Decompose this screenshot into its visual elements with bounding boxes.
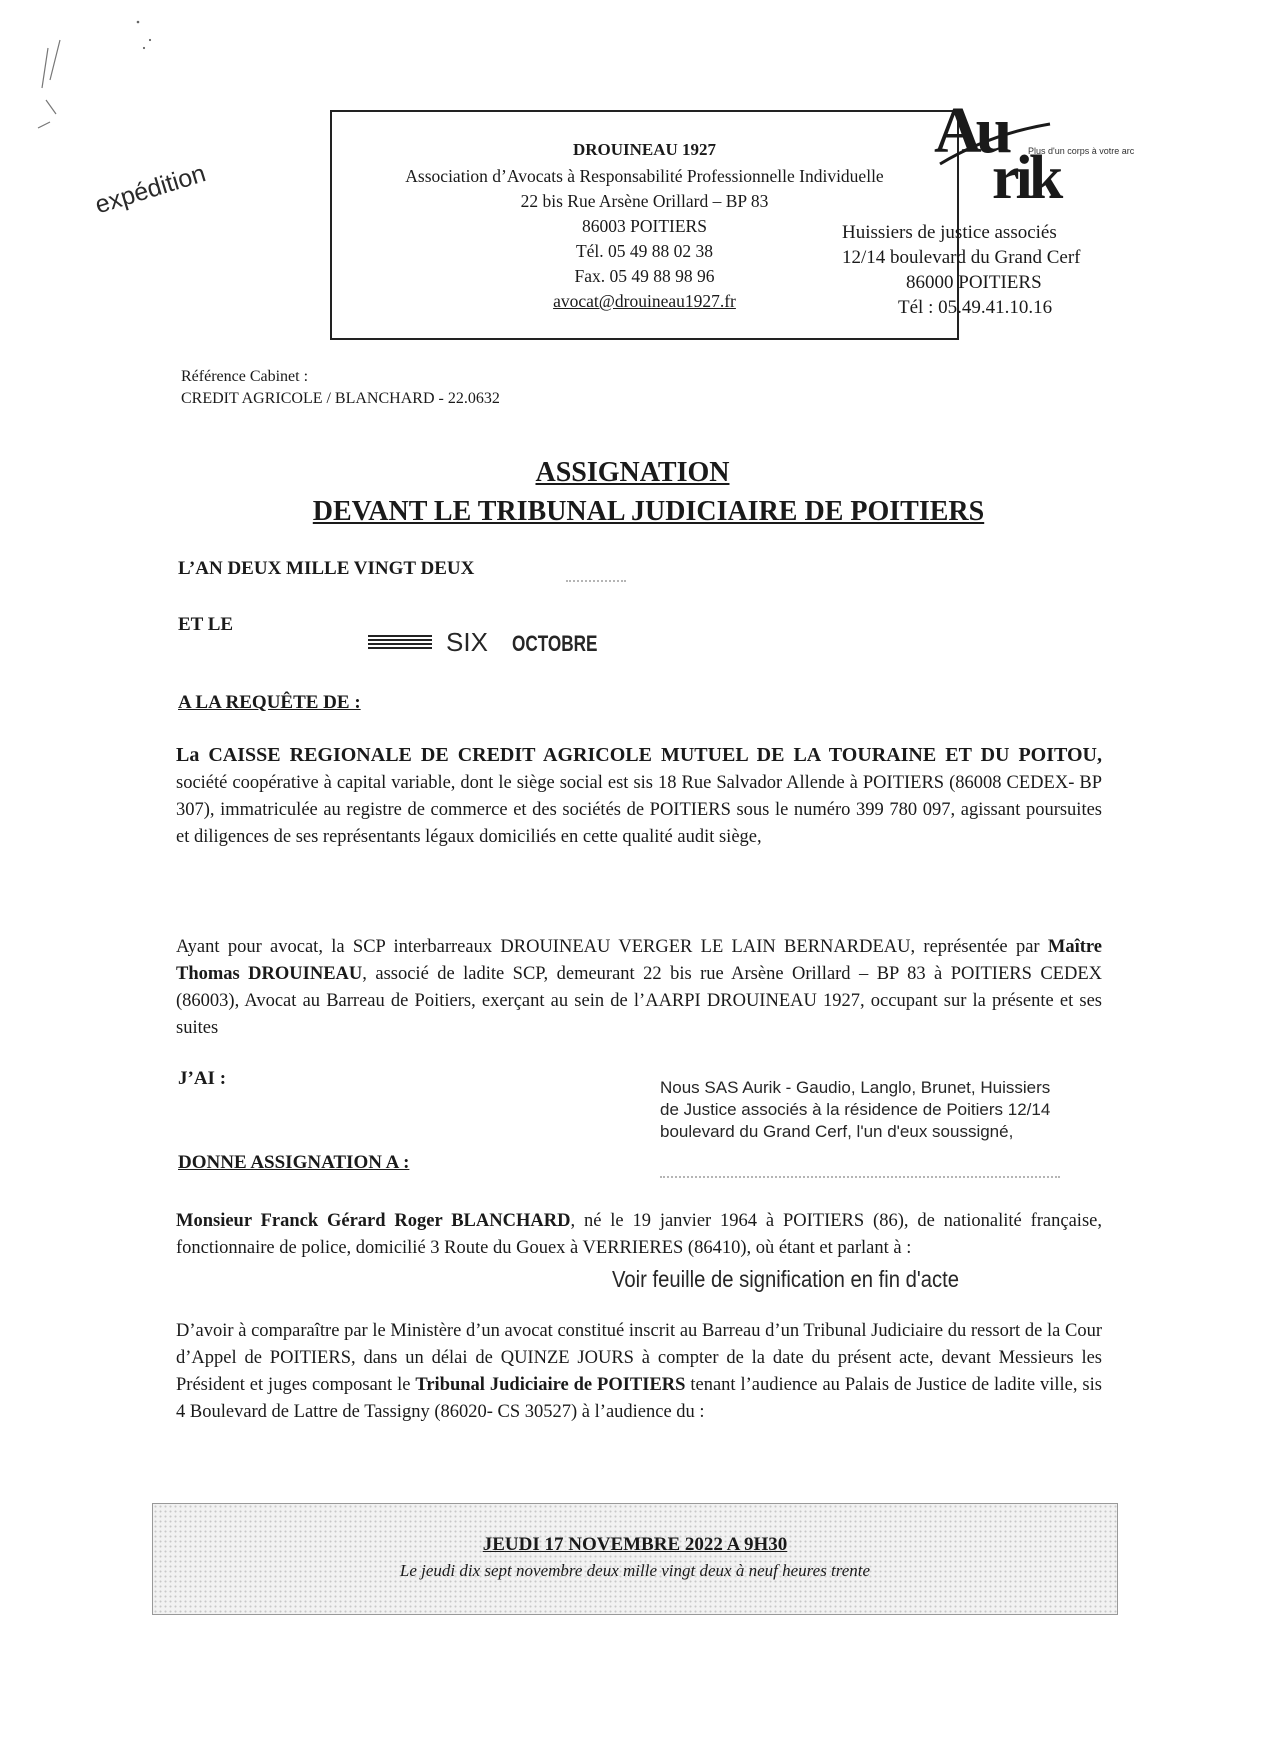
aurik-tagline: Plus d'un corps à votre arc <box>1028 146 1135 156</box>
year-line: L’AN DEUX MILLE VINGT DEUX <box>178 558 475 579</box>
firm-name: DROUINEAU 1927 <box>572 140 717 159</box>
audience-box <box>152 1503 1118 1615</box>
defendeur-details: , né le 19 janvier 1964 à POITIERS (86), de nationalité française, fonctionnaire de police, domicilié 3 Route du Gouex à VERRIERES (86410), où étant et parlant à : <box>176 1211 1102 1258</box>
huissier-stamp-line-2: de Justice associés à la résidence de Poitiers 12/14 <box>660 1100 1051 1119</box>
firm-tel: Tél. 05 49 88 02 38 <box>575 241 714 261</box>
firm-association: Association d’Avocats à Responsabilité Professionnelle Individuelle <box>405 166 884 186</box>
huissier-line-2: 12/14 boulevard du Grand Cerf <box>842 247 1081 268</box>
svg-text:Au: Au <box>934 94 1007 167</box>
dotted-line <box>566 580 626 582</box>
firm-email: avocat@drouineau1927.fr <box>553 291 736 311</box>
huissier-line-4: Tél : 05.49.41.10.16 <box>898 297 1053 318</box>
tribunal-name: Tribunal Judiciaire de POITIERS <box>415 1375 686 1395</box>
firm-fax: Fax. 05 49 88 98 96 <box>574 266 715 286</box>
svg-text:rik: rik <box>992 144 1060 212</box>
requete-label: A LA REQUÊTE DE : <box>178 692 361 713</box>
donne-label: DONNE ASSIGNATION A : <box>178 1152 410 1173</box>
scan-marks <box>20 10 160 140</box>
dotted-line <box>660 1176 1060 1178</box>
expedition-stamp: expédition <box>91 159 209 220</box>
defendeur-paragraph <box>176 1208 1102 1262</box>
struck-text <box>368 633 432 649</box>
requerant-details: société coopérative à capital variable, dont le siège social est sis 18 Rue Salvador Allende à POITIERS (86008 CEDEX- BP 307), immatriculée au registre de commerce et des sociétés de POITIERS sous le numéro 399 780 097, agissant poursuites et diligences de ses représentants légaux domiciliés en cette qualité audit siège, <box>176 773 1102 847</box>
avocat-name: Maître Thomas DROUINEAU <box>176 937 1102 984</box>
firm-address-1: 22 bis Rue Arsène Orillard – BP 83 <box>520 191 769 211</box>
reference-label: Référence Cabinet : <box>181 368 309 385</box>
reference-value: CREDIT AGRICOLE / BLANCHARD - 22.0632 <box>181 390 500 407</box>
aurik-logo <box>930 94 1135 212</box>
requerant-paragraph <box>176 742 1102 851</box>
jai-label: J’AI : <box>178 1068 227 1089</box>
firm-address-2: 86003 POITIERS <box>582 216 707 236</box>
signification-stamp: Voir feuille de signification en fin d'acte <box>612 1266 960 1292</box>
huissier-line-3: 86000 POITIERS <box>906 272 1042 293</box>
avocat-text-1: Ayant pour avocat, la SCP interbarreaux DROUINEAU VERGER LE LAIN BERNARDEAU, représentée par <box>176 937 1048 957</box>
huissier-stamp-line-1: Nous SAS Aurik - Gaudio, Langlo, Brunet, Huissiers <box>660 1078 1051 1097</box>
et-le-label: ET LE <box>178 614 234 635</box>
defendeur-name: Monsieur Franck Gérard Roger BLANCHARD <box>176 1211 571 1231</box>
requerant-name: La CAISSE REGIONALE DE CREDIT AGRICOLE MUTUEL DE LA TOURAINE ET DU POITOU, <box>176 744 1102 766</box>
comparaitre-text-1: D’avoir à comparaître par le Ministère d’un avocat constitué inscrit au Barreau d’un Tribunal Judiciaire du ressort de la Cour d’Appel de POITIERS, dans un délai de QUINZE JOURS à compter de la date du présent acte, devant Messieurs les Président et juges composant le <box>176 1321 1102 1395</box>
title-line-1: ASSIGNATION <box>535 457 730 488</box>
comparaitre-paragraph <box>176 1318 1102 1426</box>
audience-date: JEUDI 17 NOVEMBRE 2022 A 9H30 <box>482 1534 788 1555</box>
avocat-paragraph <box>176 934 1102 1042</box>
audience-date-words: Le jeudi dix sept novembre deux mille vingt deux à neuf heures trente <box>399 1561 871 1580</box>
avocat-text-2: , associé de ladite SCP, demeurant 22 bis rue Arsène Orillard – BP 83 à POITIERS CEDEX (86003), Avocat au Barreau de Poitiers, exerçant au sein de l’AARPI DROUINEAU 1927, occupant sur la présente et ses suites <box>176 964 1103 1038</box>
title-line-2: DEVANT LE TRIBUNAL JUDICIAIRE DE POITIERS <box>312 496 985 527</box>
date-day: SIX <box>446 627 488 657</box>
huissier-stamp-line-3: boulevard du Grand Cerf, l'un d'eux soussigné, <box>660 1122 1014 1141</box>
comparaitre-text-2: tenant l’audience au Palais de Justice de ladite ville, sis 4 Boulevard de Lattre de Tassigny (86020- CS 30527) à l’audience du : <box>176 1375 1102 1422</box>
huissier-line-1: Huissiers de justice associés <box>842 222 1057 243</box>
date-month: OCTOBRE <box>512 631 598 656</box>
